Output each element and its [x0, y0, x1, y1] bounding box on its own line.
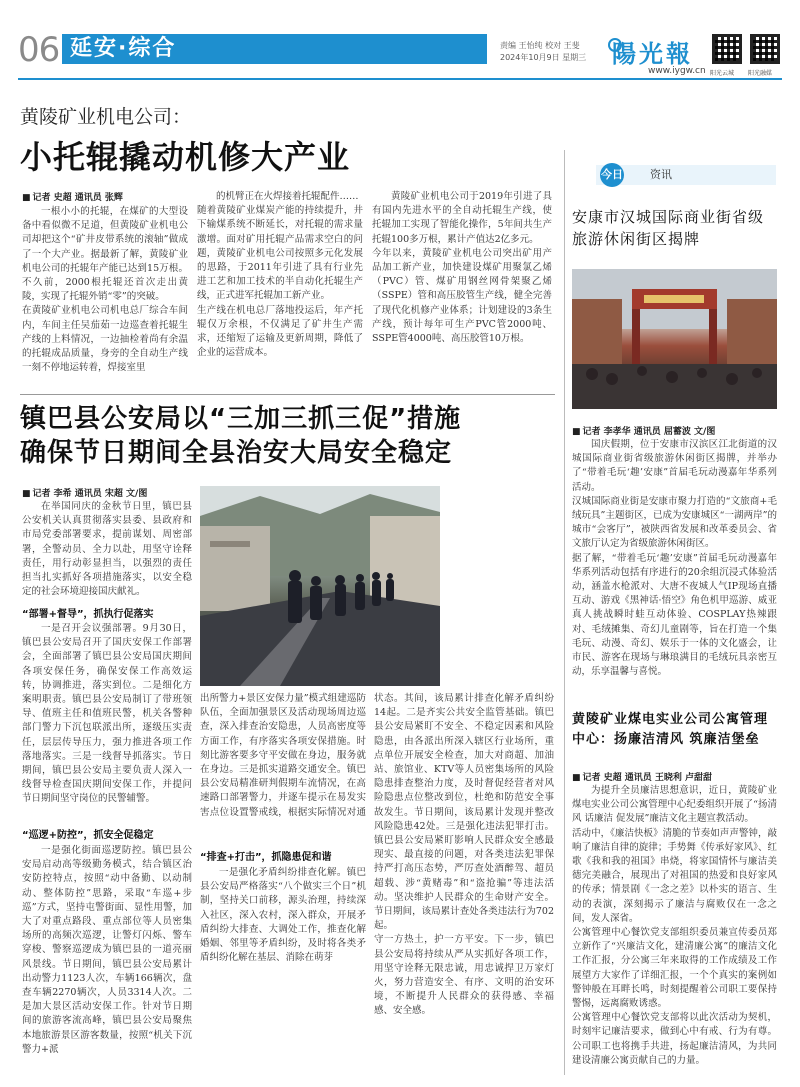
qr-code-icon[interactable] [712, 34, 742, 64]
article1-column-2: 的机臂正在火焊接着托辊配件…… 随着黄陵矿业煤炭产能的持续提升，井下输煤系统不断延长，对托辊的需求量激增。面对矿用托辊产品需求空白的问题，黄陵矿业机电公司按照多元化发展的思路，于2011年引进了具有行业先进工艺和加工技术的半自动化托辊生产线，正式进军托辊加工新产业。 生产线在机电总厂落地投运后，年产托辊仅万余根，不仅满足了矿井生产需求，还缩短了运输及更新周期，降低了企业的运营成本。 [197, 191, 363, 359]
street-gate-photo [572, 269, 777, 409]
article2-headline-line2: 确保节日期间全县治安大局安全稳定 [20, 438, 453, 468]
article1-column-1: 一根小小的托辊，在煤矿的大型设备中看似微不足道，但黄陵矿业机电公司却把这个“矿井皮带系统的滚轴”做成了一个大产业。据最新了解，黄陵矿业机电公司的托辊年产能已达到15万根。不久前，2000根托辊还首次走出黄陵，实现了托辊外销“零”的突破。 在黄陵矿业机电公司机电总厂综合车间内，车间主任吴茄茹一边巡查着托辊生产线的上料情况，一边抽检着尚有余温的托辊成品质量，身旁的全自动生产线一刻不停地运转着，焊接室里 [22, 206, 188, 374]
article2-subhead-3: “排查+打击”，抓隐患促和谐 [200, 852, 332, 863]
article2-column-3: 状态。其间，该局累计排查化解矛盾纠纷14起。二是齐实公共安全监管基础。镇巴县公安局紧盯不安全、不稳定因素和风险隐患，由各派出所深入辖区行业场所，重点单位开展安全检查，加大对商超、加油站、旅馆业、KTV等人员密集场所的风险隐患排查整治力度，及时督促经营者对风险隐患点位整改到位，杜绝和防范安全事故发生。节日期间，该局累计发现并整改风险隐患42处。三是强化违法犯罪打击。镇巴县公安局紧盯影响人民群众安全感最现实、最直接的问题，对各类违法犯罪保持严打高压态势，严厉查处酒醉驾、超员超载、涉“黄赌毒”和“盗抢骗”等违法活动。坚决维护人民群众的生命财产安全。节日期间，该局累计查处各类违法行为702起。 守一方热土，护一方平安。下一步，镇巴县公安局将持续从严从实抓好各项工作，用坚守诠释无限忠诚，用忠诚捍卫万家灯火，努力营造安全、有序、文明的治安环境，不断提升人民群众的获得感、幸福感、安全感。 [374, 693, 554, 1017]
article1-kicker: 黄陵矿业机电公司： [20, 106, 192, 128]
article1-headline: 小托辊撬动机修大产业 [20, 138, 351, 176]
article3-byline: ■ 记者 李孝华 通讯员 屈蓄波 文/图 [572, 424, 715, 437]
article2-col1-section1: 一是召开会议强部署。9月30日，镇巴县公安局召开了国庆安保工作部署会，全面部署了镇巴县公安局国庆期间各项安保任务，确保安保工作高效运转，协调推进，落实到位。二是细化方案明职责。镇巴县公安局制订了带班领导、值班主任和值班民警，机关各警种部门警力下沉包联派出所，逐级压实责任，层层传导压力，强力推进各项工作落地落实。三是一线督导抓落实。节日期间，镇巴县公安局主要负责人深入一线督导检查国庆期间安保工作，并提问节日期间坚守岗位的民警辅警。 [22, 623, 192, 805]
article2-subhead-2: “巡逻+防控”，抓安全促稳定 [22, 830, 154, 841]
article3-headline: 安康市汉城国际商业街省级旅游休闲街区揭牌 [572, 208, 765, 248]
article4-byline: ■ 记者 史超 通讯员 王晓利 卢甜甜 [572, 770, 712, 783]
header-rule [18, 78, 782, 80]
police-patrol-photo [200, 486, 440, 686]
article4-body: 为提升全员廉洁思想意识，近日，黄陵矿业煤电实业公司公寓管理中心纪委组织开展了“扬清风 话廉洁 促发展”廉洁文化主题宣教活动。 活动中，《廉洁快板》清脆的节奏如声声警钟，敲响了廉洁自律的旋律；手势舞《传承好家风》、红歌《我和我的祖国》串烧，将家国情怀与廉洁美德完美融合，展现出了对祖国的热爱和良好家风的传承；情景剧《一念之差》以朴实的语言、生动的表演，深刻揭示了廉洁与腐败仅在一念之间，发人深省。 公寓管理中心餐饮党支部组织委员兼宣传委员郑立新作了“兴廉洁文化，建清廉公寓”的廉洁文化工作汇报，分公寓三年来取得的工作成绩及工作展望方大家作了详细汇报，一个个真实的案例如警钟般在耳畔长鸣，时刻提醒着公司职工要保持警惕，远离腐败诱惑。 公寓管理中心餐饮党支部将以此次活动为契机，时刻牢记廉洁要求，做到心中有戒、行为有尊。公司职工也将携手共进，扬起廉洁清风，为共同建设清廉公寓贡献自己的力量。 [572, 785, 777, 1066]
article1-column-3: 黄陵矿业机电公司于2019年引进了具有国内先进水平的全自动托辊生产线，使托辊加工实现了智能化操作，5年间共生产托辊100多万根，累计产值达2亿多元。 今年以来，黄陵矿业机电公司突出矿用产品加工新产业，加快建设煤矿用聚氯乙烯（PVC）管、煤矿用钢丝网骨架聚乙烯（SSPE）管和高压胶管生产线，健全完善了现代化机修产业体系；计划建设的3条生产线，预计每年可生产PVC管2000吨、SSPE管4000吨、高压胶管10万根。 [372, 191, 552, 345]
article1-byline: ■ 记者 史超 通讯员 张辉 [22, 190, 123, 203]
article-divider [20, 394, 555, 395]
paper-name: 陽光報 [612, 39, 693, 68]
article3-body: 国庆假期，位于安康市汉滨区江北街道的汉城国际商业街省级旅游休闲街区揭牌，并举办了“带着毛玩‘趣’安康”首届毛玩动漫嘉年华系列活动。 汉城国际商业街是安康市聚力打造的“文旅商+毛绒玩具”主题街区，已成为安康城区“一湖两岸”的城市“会客厅”，被陕西省发展和改革委员会、省文旅厅认定为省级旅游休闲街区。 据了解，“带着毛玩‘趣’安康”首届毛玩动漫嘉年华系列活动包括有序进行的20余组沉浸式体验活动，涵盖水枪派对、大唐不夜城人气IP现场直播互动、游戏《黑神话·悟空》角色机甲巡游、威亚真人挑战瞬时蛙互动体验、COSPLAY热辣跟对、毛绒摊集、奇幻儿童剧等，旨在打造一个集毛玩、动漫、奇幻、娱乐于一体的文化盛会，让市民、游客在现场与琳琅满目的毛绒玩具亲密互动，乐享温馨与喜悦。 [572, 439, 777, 678]
section-name: 延安·综合 [70, 36, 177, 61]
article2-col2-section3: 一是强化矛盾纠纷排查化解。镇巴县公安局严格落实“八个做实三个日”机制，坚持关口前移，源头治理，持续深入社区，深入农村，深入群众，开展矛盾纠纷大排查、大调处工作，推查化解婚姻、邻里等矛盾纠纷，及时将各类矛盾纠纷化解在基层、消除在萌芽 [200, 867, 366, 964]
site-url[interactable]: www.iygw.cn [648, 66, 706, 76]
tag-today: 今日 [600, 163, 624, 187]
tag-label: 资讯 [650, 168, 672, 181]
article2-byline: ■ 记者 李希 通讯员 宋超 文/图 [22, 486, 147, 499]
issue-date: 2024年10月9日 星期三 [500, 53, 587, 62]
edit-info [500, 40, 586, 64]
editors: 责编 王怡纯 校对 王斐 [500, 41, 580, 50]
article2-subhead-1: “部署+督导”，抓执行促落实 [22, 609, 154, 620]
article2-intro: 在举国同庆的金秋节日里，镇巴县公安机关认真贯彻落实县委、县政府和市局党委部署要求，提前谋划、周密部署，全警动员、全力以赴，用坚守诠释责任，用行动彰显担当，以强烈的责任担当扎实抓好各项措施落实，以安全稳定的社会环境迎接国庆献礼。 [22, 501, 192, 598]
article4-headline: 黄陵矿业煤电实业公司公寓管理中心：扬廉洁清风 筑廉洁堡垒 [572, 712, 769, 747]
article2-col1-section2: 一是强化街面巡逻防控。镇巴县公安局启动高等级勤务模式，结合镇区治安防控特点，按照“动中备勤、以动制动、整体防控”思路，采取“车巡+步巡”方式，坚持屯警街面、显性用警，加大了对重点路段、重点部位等人员密集场所的高频次巡逻，让警灯闪烁、警车穿梭、警察巡逻成为镇巴县的一道亮丽风景线。节日期间，镇巴县公安局累计出动警力1123人次，车辆166辆次，盘查车辆2270辆次，人员3314人次。二是加大景区活动安保工作。针对节日期间的旅游客流高峰，镇巴县公安局聚焦本地旅游景区游客数量，按照“机关下沉警力+派 [22, 845, 192, 1055]
qr-code-icon[interactable] [750, 34, 780, 64]
article2-col2-section2: 出所警力+景区安保力量”模式组建巡防队伍，全面加强景区及活动现场周边巡查，深入排查治安隐患，人员高密度等方面工作，有序落实各项安保措施。时刻比游客要多守平安做在身边，服务就在身边。三是抓实道路交通安全。镇巴县公安局精准研判假期车流情况，在高速路口部署警力，并逐车提示在易发实害点位设置警戒线，根据实际情况对通 [200, 693, 366, 818]
page-number: 06 [18, 30, 60, 70]
qr-caption: 阳光融媒 [748, 70, 773, 77]
qr-caption: 阳光云城 [710, 70, 735, 77]
sidebar-rule [564, 150, 565, 1075]
article2-headline-line1: 镇巴县公安局以“三加三抓三促”措施 [20, 404, 462, 434]
